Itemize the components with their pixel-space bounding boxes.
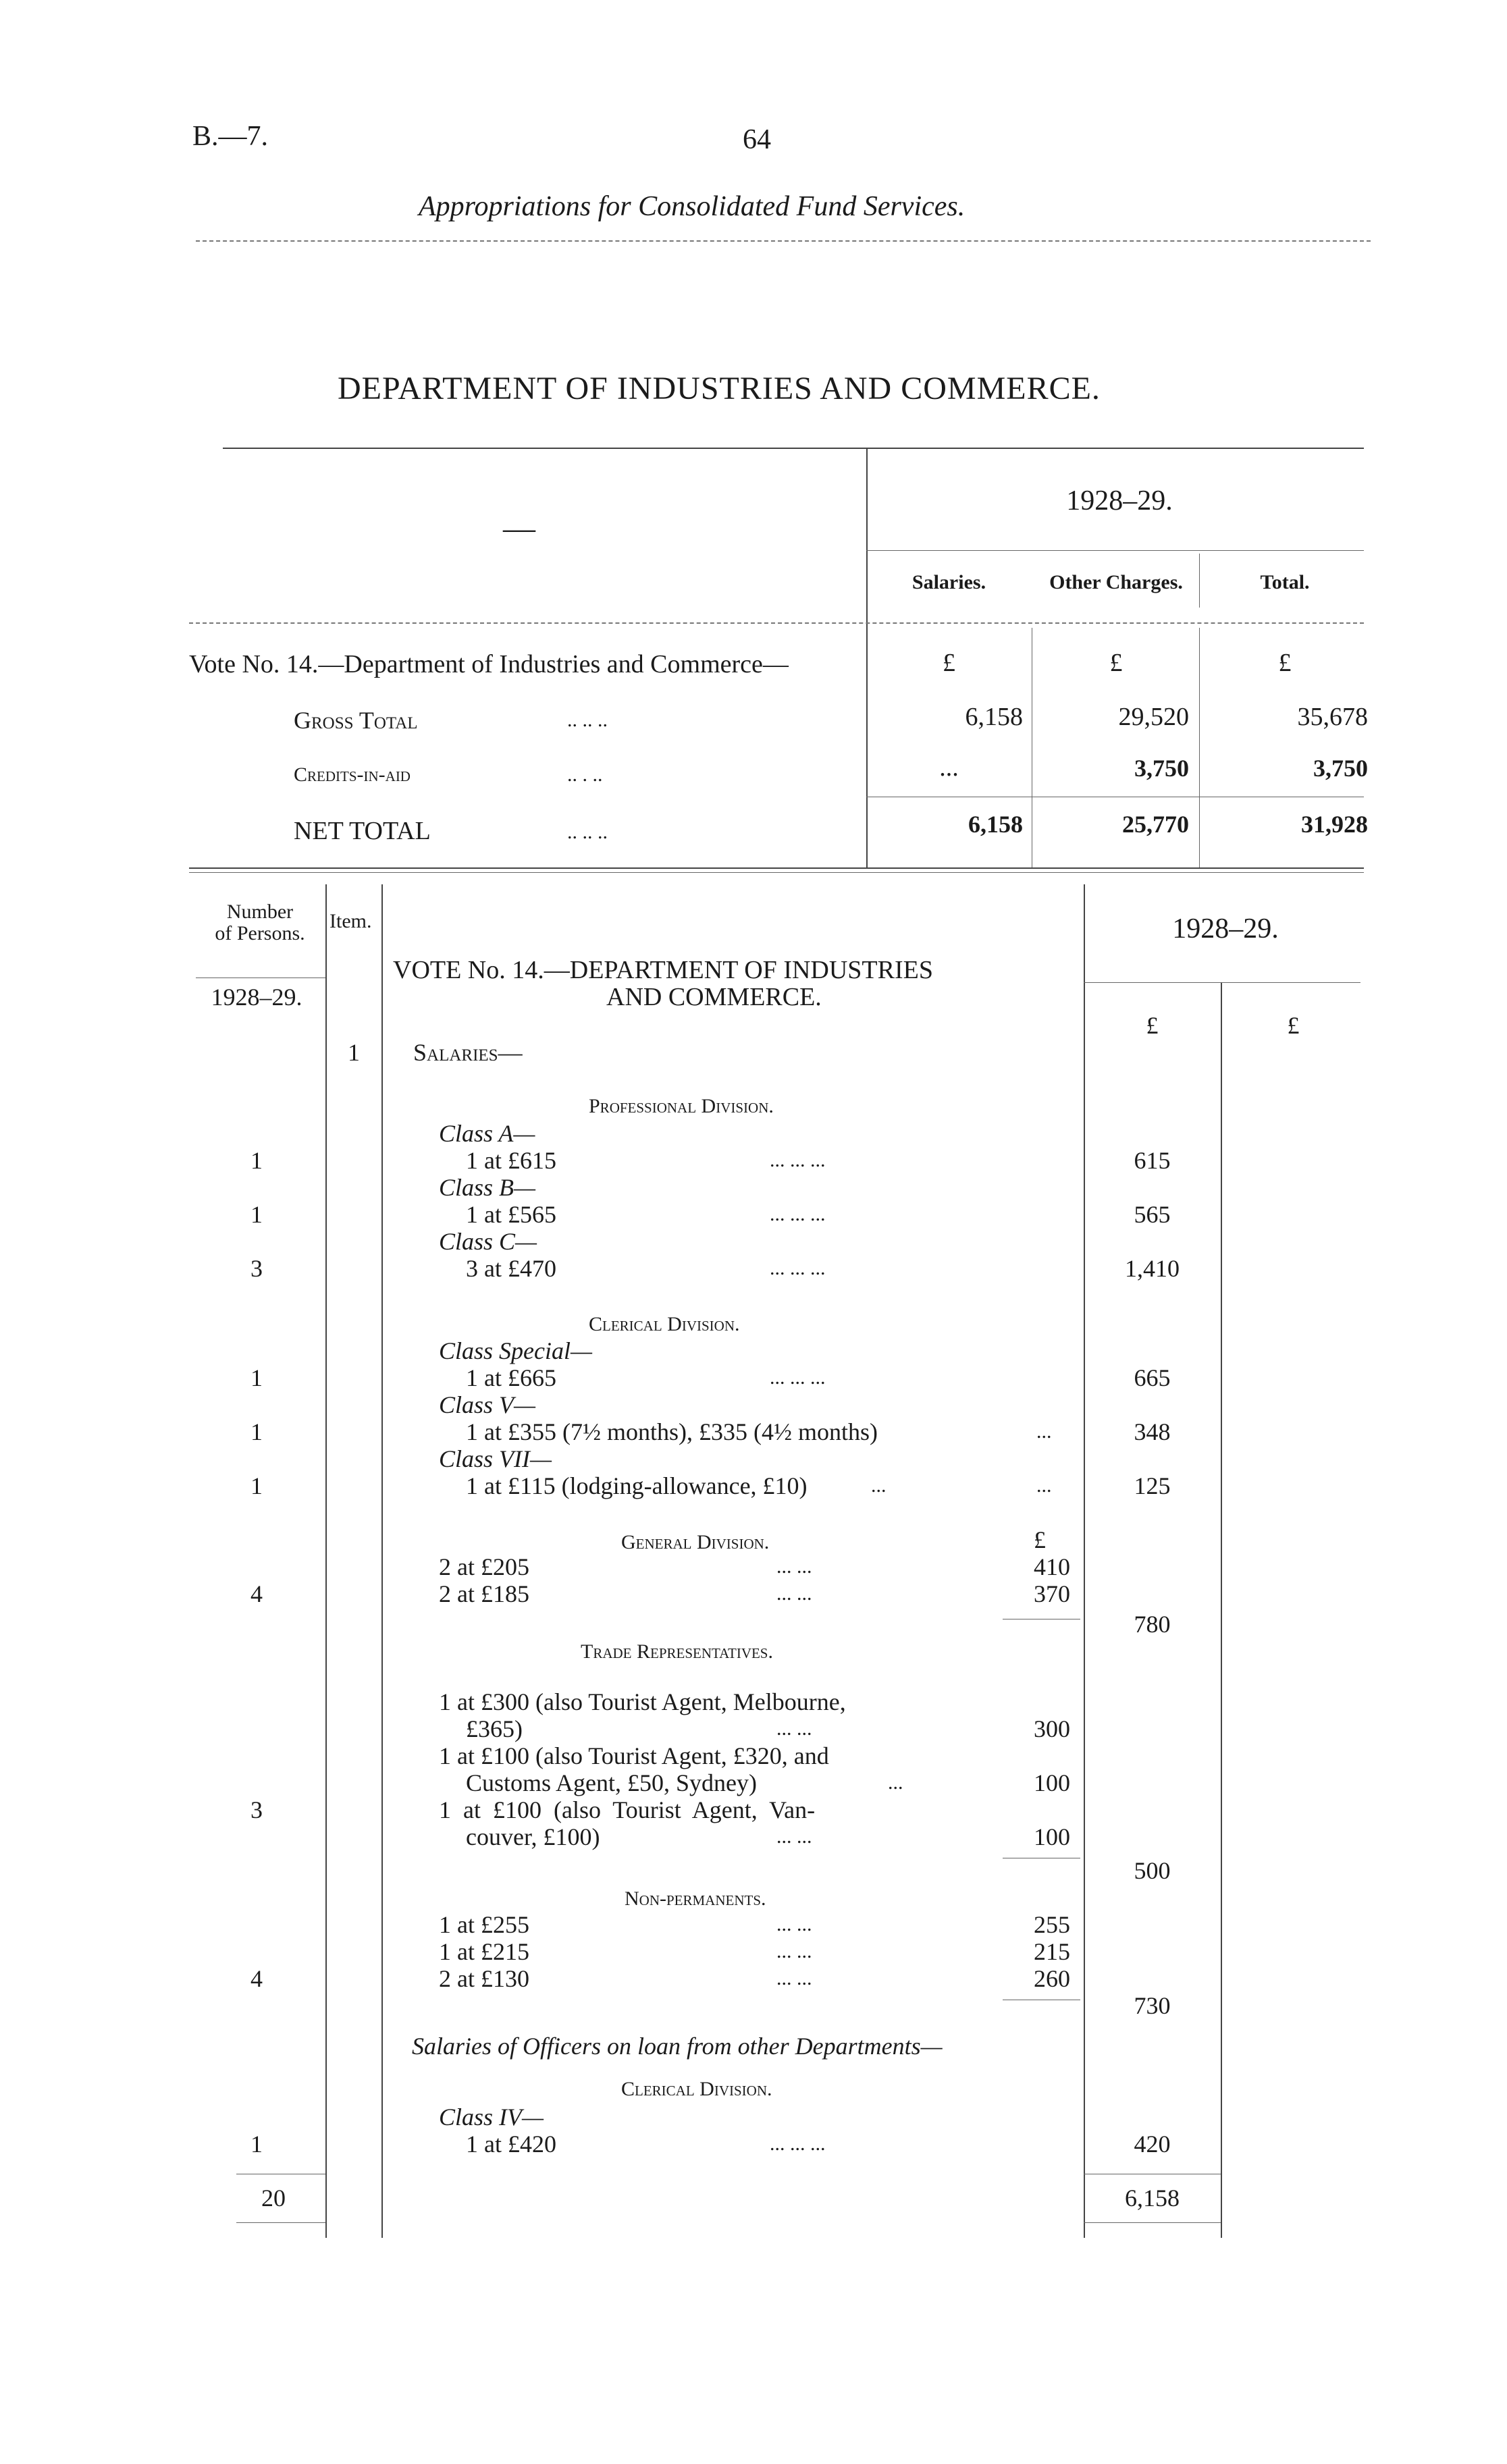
- summary-bottom-rule-2: [189, 872, 1364, 873]
- salary-line: 1 at £420: [466, 2131, 556, 2158]
- row-label: NET TOTAL: [294, 817, 431, 845]
- net-total: 31,928: [1301, 811, 1368, 838]
- item-number: 1: [348, 1039, 360, 1066]
- salaries-heading: Salaries—: [413, 1039, 523, 1066]
- amount: 565: [1134, 1201, 1171, 1228]
- total-persons: 20: [261, 2185, 286, 2212]
- sub-amount: 300: [1034, 1715, 1070, 1742]
- sub-amount: 100: [1034, 1823, 1070, 1850]
- loan-heading: Salaries of Officers on loan from other Departments—: [412, 2033, 943, 2060]
- header-rule: [196, 240, 1371, 242]
- department-title: DEPARTMENT OF INDUSTRIES AND COMMERCE.: [338, 371, 1101, 406]
- amount: 665: [1134, 1364, 1171, 1391]
- sub-amount: 255: [1034, 1911, 1070, 1938]
- col-item-header: Item.: [329, 910, 372, 932]
- amount: 780: [1134, 1611, 1171, 1638]
- salary-line: Customs Agent, £50, Sydney): [466, 1769, 758, 1796]
- salary-line: 2 at £185: [439, 1580, 529, 1607]
- persons-count: 1: [250, 2131, 263, 2158]
- leader-dots: ...: [1036, 1420, 1052, 1443]
- salary-line: 1 at £115 (lodging-allowance, £10): [466, 1472, 808, 1499]
- leader-dots: .. . ..: [567, 764, 603, 786]
- class-label: Class C—: [439, 1228, 537, 1255]
- class-label: Class A—: [439, 1120, 535, 1147]
- persons-count: 1: [250, 1147, 263, 1174]
- section-heading: Non-permanents.: [625, 1887, 766, 1910]
- col-rule-number: [325, 884, 327, 2238]
- leader-dots: ... ... ...: [770, 1203, 826, 1225]
- leader-dots: .. .. ..: [567, 821, 608, 843]
- leader-dots: .. .. ..: [567, 709, 608, 731]
- salary-line: 1 at £255: [439, 1911, 529, 1938]
- page-number: 64: [743, 124, 771, 155]
- col-year-header: 1928–29.: [1172, 913, 1279, 944]
- leader-dots: ... ...: [776, 1940, 812, 1962]
- sub-amount: 260: [1034, 1965, 1070, 1992]
- section-heading: Trade Representatives.: [581, 1640, 773, 1663]
- col-rule-item: [381, 884, 383, 2238]
- persons-count: 4: [250, 1580, 263, 1607]
- section-heading: General Division.: [621, 1531, 770, 1553]
- persons-count: 1: [250, 1364, 263, 1391]
- class-label: Class Special—: [439, 1337, 593, 1364]
- col-other-header: Other Charges.: [1049, 571, 1183, 593]
- pound-sign: £: [1287, 1012, 1300, 1039]
- persons-count: 3: [250, 1255, 263, 1282]
- salary-line: 1 at £300 (also Tourist Agent, Melbourne,: [439, 1688, 846, 1715]
- sub-amount: 100: [1034, 1769, 1070, 1796]
- salary-line: couver, £100): [466, 1823, 600, 1850]
- amount: 615: [1134, 1147, 1171, 1174]
- leader-dots: ...: [871, 1474, 887, 1497]
- class-label: Class V—: [439, 1391, 536, 1418]
- summary-year-rule: [866, 550, 1364, 551]
- gross-other: 29,520: [1118, 703, 1189, 731]
- leader-dots: ...: [1036, 1474, 1052, 1497]
- col-rule-amount: [1221, 982, 1222, 2238]
- currency-salaries: £: [943, 649, 955, 677]
- sub-amount: 410: [1034, 1553, 1070, 1580]
- amount: 348: [1134, 1418, 1171, 1445]
- class-label: Class B—: [439, 1174, 536, 1201]
- document-reference: B.—7.: [192, 121, 269, 152]
- pound-sign: £: [1034, 1526, 1046, 1553]
- leader-dots: ... ... ...: [770, 1149, 826, 1171]
- credits-total: 3,750: [1313, 755, 1368, 782]
- amount: 500: [1134, 1857, 1171, 1884]
- vote-heading: VOTE No. 14.—DEPARTMENT OF INDUSTRIES: [393, 956, 933, 984]
- persons-count: 1: [250, 1201, 263, 1228]
- leader-dots: ... ...: [776, 1913, 812, 1935]
- salary-line: 1 at £355 (7½ months), £335 (4½ months): [466, 1418, 878, 1445]
- class-label: Class IV—: [439, 2104, 544, 2131]
- section-heading: Professional Division.: [589, 1095, 774, 1117]
- leader-dots: ... ... ...: [770, 2133, 826, 2155]
- sub-amount: 370: [1034, 1580, 1070, 1607]
- salary-line: 2 at £205: [439, 1553, 529, 1580]
- salary-line: 1 at £665: [466, 1364, 556, 1391]
- col-year-left: 1928–29.: [211, 984, 302, 1011]
- grand-total: 6,158: [1125, 2185, 1180, 2212]
- leader-dots: ...: [888, 1771, 903, 1794]
- section-heading: Clerical Division.: [589, 1313, 740, 1335]
- amount: 1,410: [1125, 1255, 1180, 1282]
- credits-salaries: ...: [939, 753, 959, 782]
- col-number-header: Number of Persons.: [215, 901, 305, 944]
- currency-total: £: [1278, 649, 1292, 677]
- sub-amount: 215: [1034, 1938, 1070, 1965]
- pound-sign: £: [1146, 1012, 1159, 1039]
- currency-other: £: [1109, 649, 1123, 677]
- amount: 730: [1134, 1992, 1171, 2019]
- leader-dots: ... ... ...: [770, 1257, 826, 1279]
- summary-header-rule: [189, 622, 1364, 624]
- salary-line: 1 at £615: [466, 1147, 556, 1174]
- salary-line: 2 at £130: [439, 1965, 529, 1992]
- leader-dots: ... ...: [776, 1582, 812, 1605]
- leader-dots: ... ...: [776, 1967, 812, 1989]
- summary-bottom-rule: [189, 867, 1364, 869]
- gross-total: 35,678: [1297, 703, 1368, 731]
- total-rule: [236, 2222, 325, 2223]
- summary-dash: —: [503, 510, 535, 546]
- amount: 125: [1134, 1472, 1171, 1499]
- amount: 420: [1134, 2131, 1171, 2158]
- persons-count: 4: [250, 1965, 263, 1992]
- credits-other: 3,750: [1134, 755, 1189, 782]
- vote-label: Vote No. 14.—Department of Industries and Commerce—: [189, 650, 789, 678]
- gross-salaries: 6,158: [965, 703, 1023, 731]
- persons-count: 1: [250, 1418, 263, 1445]
- col-rule-description: [1084, 884, 1085, 2238]
- net-other: 25,770: [1122, 811, 1189, 838]
- col-total-header: Total.: [1260, 571, 1310, 593]
- leader-dots: ... ...: [776, 1555, 812, 1578]
- salary-line: 1 at £565: [466, 1201, 556, 1228]
- header-rule: [1084, 982, 1360, 983]
- col-salaries-header: Salaries.: [911, 571, 986, 593]
- section-heading: Clerical Division.: [621, 2078, 772, 2100]
- leader-dots: ... ...: [776, 1717, 812, 1740]
- persons-count: 3: [250, 1796, 263, 1823]
- col-rule: [1199, 554, 1200, 608]
- net-salaries: 6,158: [968, 811, 1023, 838]
- salary-line: 1 at £215: [439, 1938, 529, 1965]
- salary-line: 3 at £470: [466, 1255, 556, 1282]
- page-title: Appropriations for Consolidated Fund Services.: [419, 191, 966, 222]
- row-label: Credits-in-aid: [294, 764, 411, 786]
- header-rule: [196, 977, 325, 978]
- vote-heading-2: AND COMMERCE.: [606, 983, 822, 1011]
- salary-line: £365): [466, 1715, 523, 1742]
- persons-count: 1: [250, 1472, 263, 1499]
- salary-line: 1 at £100 (also Tourist Agent, Van-: [439, 1796, 816, 1823]
- leader-dots: ... ...: [776, 1825, 812, 1848]
- leader-dots: ... ... ...: [770, 1366, 826, 1389]
- summary-top-rule: [223, 448, 1364, 449]
- summary-year: 1928–29.: [1066, 485, 1173, 516]
- class-label: Class VII—: [439, 1445, 552, 1472]
- row-label: Gross Total: [294, 707, 418, 734]
- salary-line: 1 at £100 (also Tourist Agent, £320, and: [439, 1742, 829, 1769]
- total-rule: [1084, 2222, 1221, 2223]
